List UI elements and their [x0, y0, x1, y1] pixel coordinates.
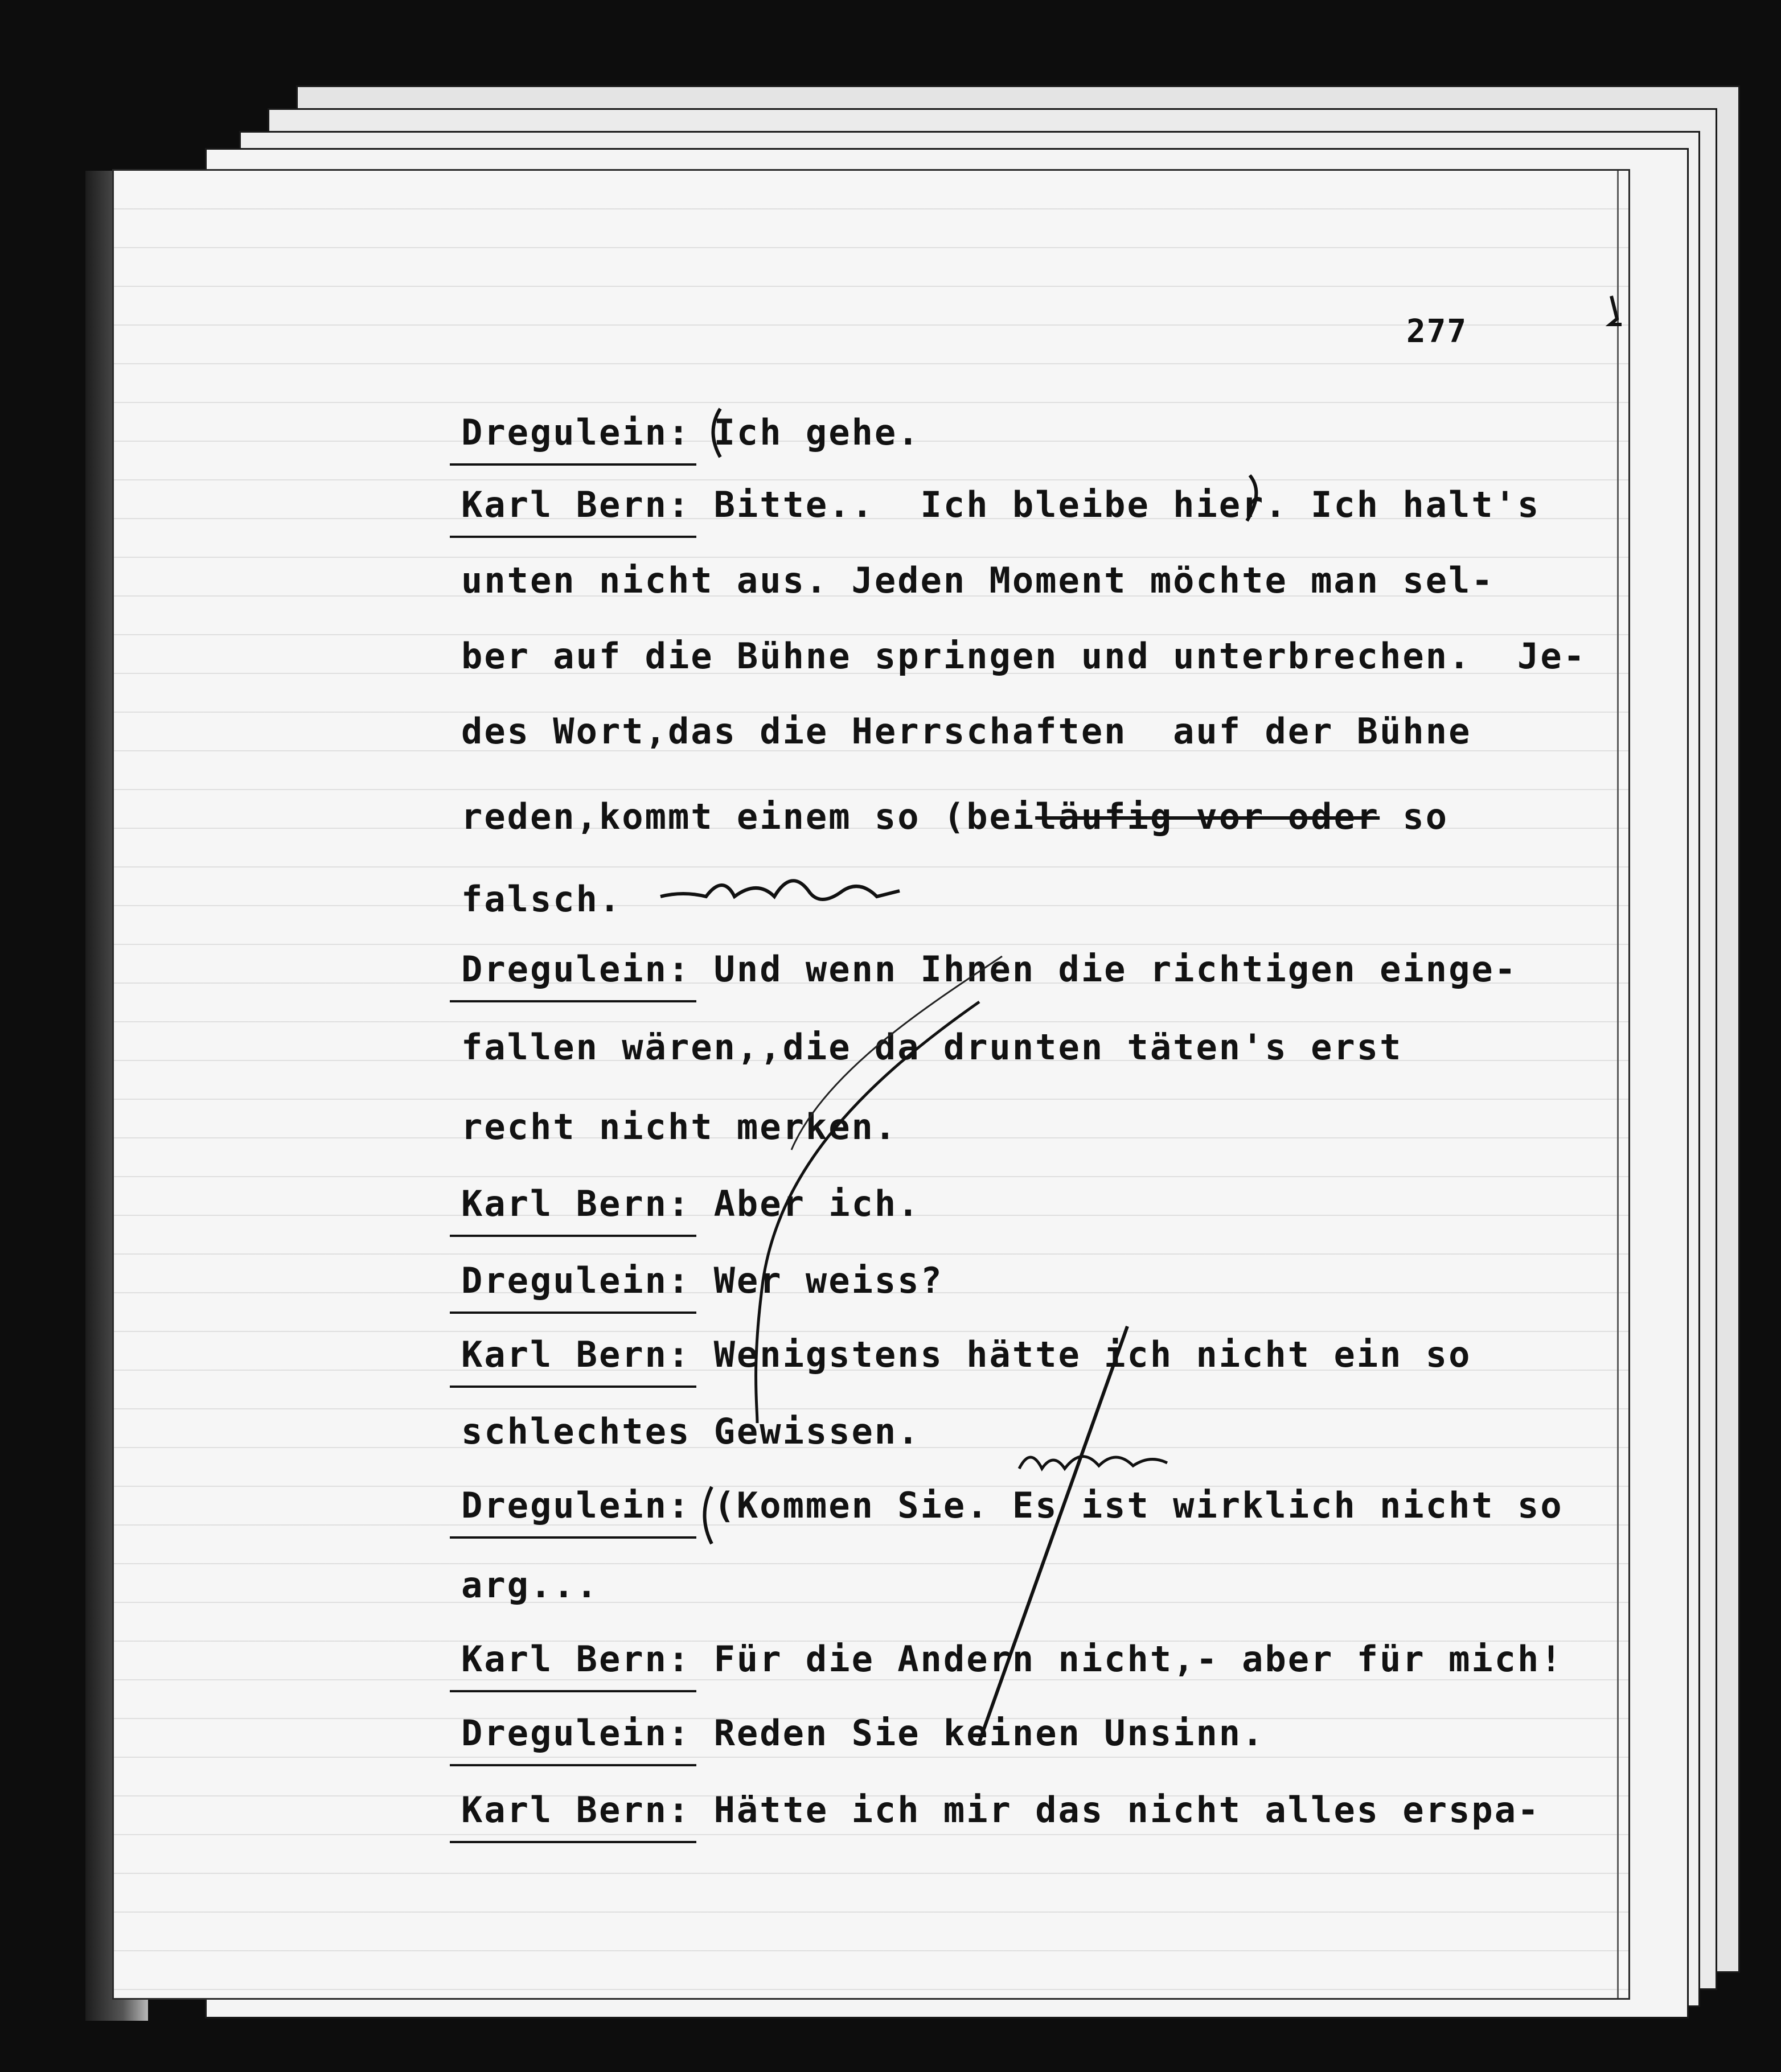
text-line [461, 1790, 1540, 1830]
line-text: Bitte.. Ich bleibe hier. Ich halt's [691, 484, 1541, 525]
line-text: Wer weiss? [691, 1260, 943, 1301]
text-line [461, 1713, 1265, 1753]
line-text: des Wort,das die Herrschaften auf der Bühne [461, 710, 1472, 752]
line-text: unten nicht aus. Jeden Moment möchte man sel- [461, 560, 1495, 601]
line-text: Ich gehe. [691, 412, 921, 453]
speaker-name: Dregulein: [461, 1260, 691, 1301]
text-line [461, 1107, 897, 1147]
line-text: schlechtes Gewissen. [461, 1411, 921, 1452]
speaker-name: Karl Bern: [461, 1789, 691, 1831]
text-line [461, 485, 1540, 525]
line-text: (Kommen Sie. Es ist wirklich nicht so [691, 1485, 1563, 1526]
text-line [461, 1335, 1471, 1375]
speaker-name: Dregulein: [461, 948, 691, 990]
page-number: 277 [1406, 313, 1468, 350]
speaker-name: Karl Bern: [461, 1334, 691, 1375]
line-text: fallen wären,,die da drunten täten's erst [461, 1026, 1403, 1068]
text-line [461, 712, 1471, 751]
text-line [461, 1565, 599, 1605]
line-text: recht nicht merken. [461, 1106, 898, 1148]
text-line [461, 636, 1586, 676]
line-text: arg... [461, 1564, 599, 1606]
speaker-name: Dregulein: [461, 1485, 691, 1526]
speaker-name: Karl Bern: [461, 484, 691, 525]
speaker-name: Karl Bern: [461, 1183, 691, 1224]
text-line [461, 1412, 921, 1452]
speaker-name: Dregulein: [461, 412, 691, 453]
text-line [461, 949, 1517, 989]
text-line [461, 561, 1495, 601]
line-text: reden,kommt einem so (bei [461, 796, 1036, 837]
text-line [461, 413, 921, 453]
line-text: Für die Andern nicht,- aber für mich! [691, 1638, 1563, 1680]
speaker-name: Dregulein: [461, 1712, 691, 1754]
text-line [461, 1486, 1563, 1526]
speaker-name: Karl Bern: [461, 1638, 691, 1680]
line-text: ber auf die Bühne springen und unterbrechen. Je- [461, 635, 1587, 677]
line-text: Hätte ich mir das nicht alles erspa- [691, 1789, 1541, 1831]
text-line [461, 1184, 921, 1224]
page-margin-rule [1617, 171, 1619, 1998]
line-text: Wenigstens hätte ich nicht ein so [691, 1334, 1472, 1375]
line-text: falsch. [461, 878, 622, 920]
text-line [461, 1261, 943, 1301]
line-text: Aber ich. [691, 1183, 921, 1224]
line-text: so [1380, 796, 1449, 837]
line-text: Und wenn Ihnen die richtigen einge- [691, 948, 1518, 990]
line-text: Reden Sie keinen Unsinn. [691, 1712, 1265, 1754]
text-line [461, 797, 1448, 837]
text-line [461, 879, 622, 919]
struck-text: läufig vor oder [1035, 796, 1380, 837]
text-line [461, 1639, 1563, 1679]
text-line [461, 1027, 1402, 1067]
